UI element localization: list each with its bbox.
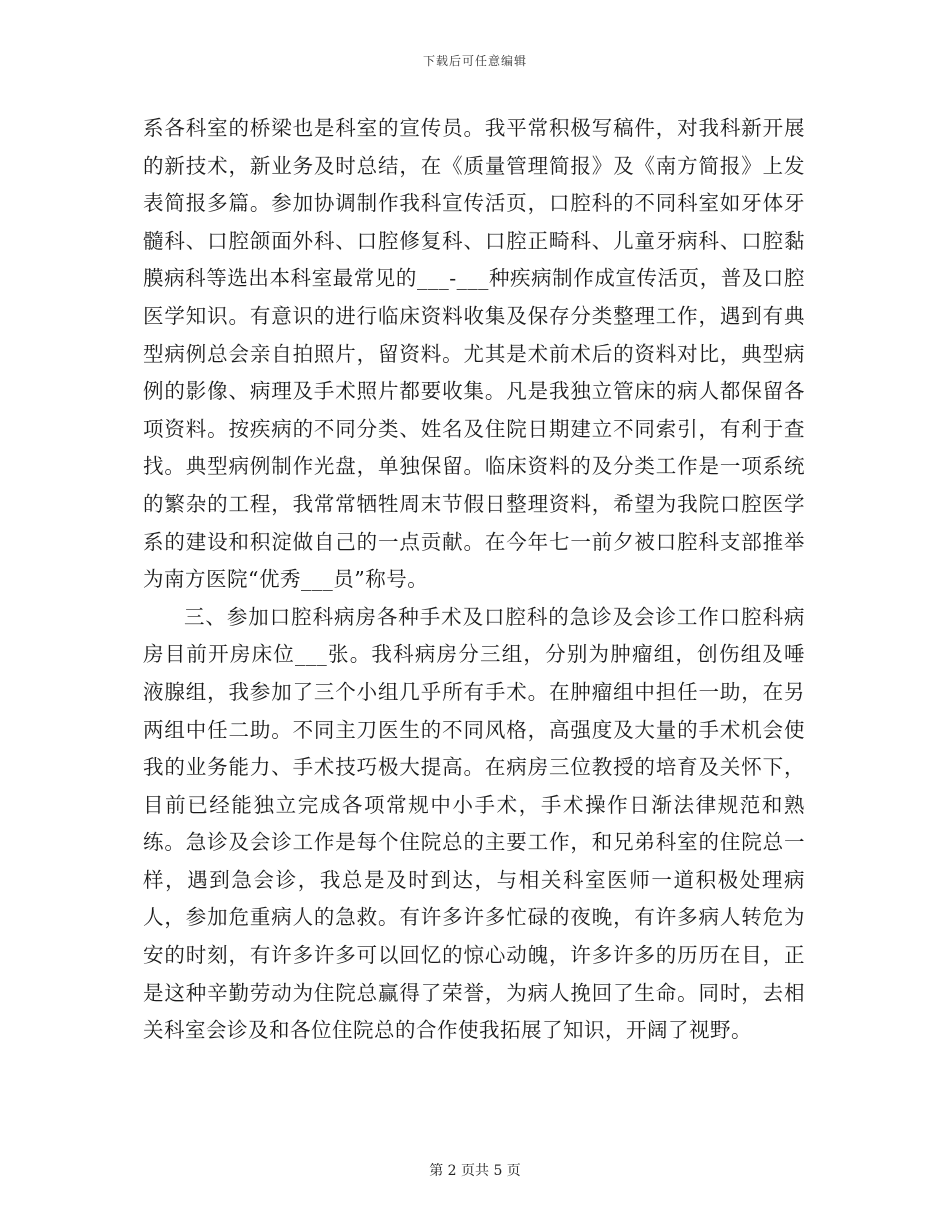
page-header: 下载后可任意编辑 [422, 54, 527, 68]
page-number: 第 2 页共 5 页 [429, 1163, 521, 1179]
document-body [143, 110, 805, 1050]
body-paragraph-1: 系各科室的桥梁也是科室的宣传员。我平常积极写稿件，对我科新开展的新技术，新业务及时总结，在《质量管理简报》及《南方简报》上发表简报多篇。参加协调制作我科宣传活页，口腔科的不同科室如牙体牙髓科、口腔颌面外科、口腔修复科、口腔正畸科、儿童牙病科、口腔黏膜病科等选出本科室最常见的___-___种疾病制作成宣传活页，普及口腔医学知识。有意识的进行临床资料收集及保存分类整理工作，遇到有典型病例总会亲自拍照片，留资料。尤其是术前术后的资料对比，典型病例的影像、病理及手术照片都要收集。凡是我独立管床的病人都保留各项资料。按疾病的不同分类、姓名及住院日期建立不同索引，有利于查找。典型病例制作光盘，单独保留。临床资料的及分类工作是一项系统的繁杂的工程，我常常牺牲周末节假日整理资料，希望为我院口腔医学系的建设和积淀做自己的一点贡献。在今年七一前夕被口腔科支部推举为南方医院“优秀___员”称号。 [143, 116, 805, 592]
body-paragraph-2: 三、参加口腔科病房各种手术及口腔科的急诊及会诊工作口腔科病房目前开房床位___张。我科病房分三组，分别为肿瘤组，创伤组及唾液腺组，我参加了三个小组几乎所有手术。在肿瘤组中担任一助，在另两组中任二助。不同主刀医生的不同风格，高强度及大量的手术机会使我的业务能力、手术技巧极大提高。在病房三位教授的培育及关怀下，目前已经能独立完成各项常规中小手术，手术操作日渐法律规范和熟练。急诊及会诊工作是每个住院总的主要工作，和兄弟科室的住院总一样，遇到急会诊，我总是及时到达，与相关科室医师一道积极处理病人，参加危重病人的急救。有许多许多忙碌的夜晚，有许多病人转危为安的时刻，有许多许多可以回忆的惊心动魄，许多许多的历历在目，正是这种辛勤劳动为住院总赢得了荣誉，为病人挽回了生命。同时，去相关科室会诊及和各位住院总的合作使我拓展了知识，开阔了视野。 [143, 604, 805, 1043]
